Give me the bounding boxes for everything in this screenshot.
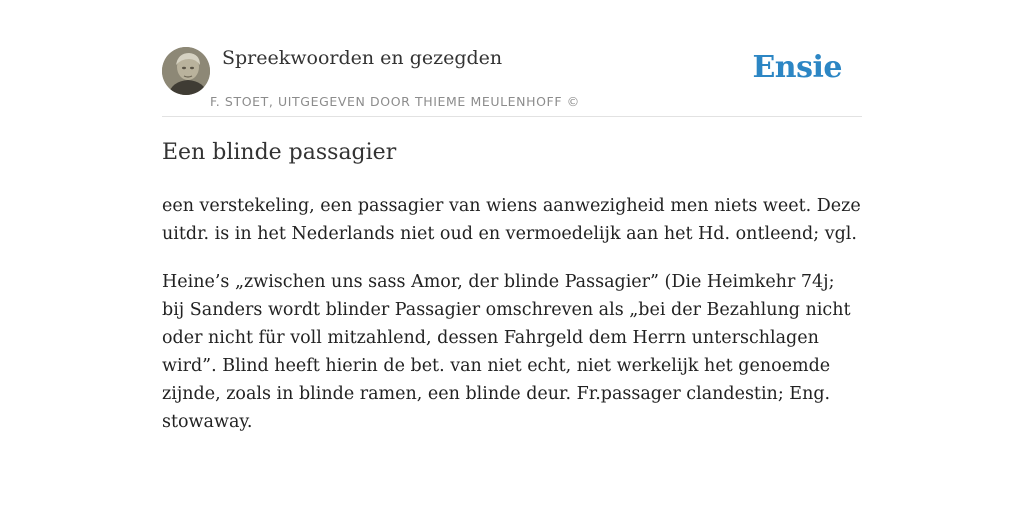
source-credit: F. STOET, UITGEGEVEN DOOR THIEME MEULENHOFF © [210, 94, 580, 109]
source-title[interactable]: Spreekwoorden en gezegden [222, 47, 503, 69]
source-header [162, 44, 862, 117]
entry-paragraph: Heine’s „zwischen uns sass Amor, der blinde Passagier” (Die Heimkehr 74j; bij Sanders wordt blinder Passagier omschreven als „bei der Bezahlung nicht oder nicht für voll mitzahlend, dessen Fahrgeld dem Herrn unterschlagen wird”. Blind heeft hierin de bet. van niet echt, niet werkelijk het genoemde zijnde, zoals in blinde ramen, een blinde deur. Fr.passager clandestin; Eng. stowaway. [162, 272, 851, 432]
entry-paragraph: een verstekeling, een passagier van wiens aanwezigheid men niets weet. Deze uitdr. is in het Nederlands niet oud en vermoedelijk aan het Hd. ontleend; vgl. [162, 196, 861, 244]
entry-body [162, 192, 862, 456]
ensie-logo[interactable]: Ensie [752, 50, 842, 85]
entry-title: Een blinde passagier [162, 140, 397, 165]
author-portrait-icon [162, 47, 210, 95]
author-avatar[interactable] [162, 47, 210, 95]
